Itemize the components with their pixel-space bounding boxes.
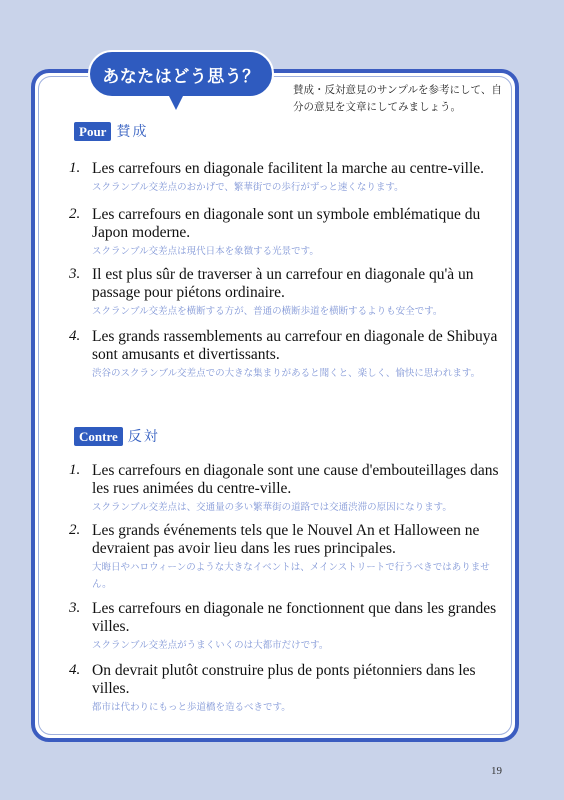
item-japanese: 渋谷のスクランブル交差点での大きな集まりがあると聞くと、楽しく、愉快に思われます。 [92, 368, 481, 379]
contre-item-3 [69, 600, 509, 654]
item-french: Les grands événements tels que le Nouvel An et Halloween ne devraient pas avoir lieu dans les rues principales. [92, 522, 480, 557]
pour-item-3 [69, 266, 509, 320]
contre-item-2 [69, 522, 509, 593]
bubble-title: あなたはどう思う？ [102, 66, 260, 87]
contre-item-1 [69, 462, 509, 516]
speech-bubble-tail [168, 94, 184, 110]
item-japanese: 大晦日やハロウィーンのような大きなイベントは、メインストリートで行うべきではありません。 [92, 562, 490, 590]
item-japanese: スクランブル交差点がうまくいくのは大都市だけです。 [92, 640, 329, 651]
contre-badge: Contre [74, 427, 123, 446]
contre-jp-label: 反対 [127, 429, 160, 445]
section-header-contre [74, 426, 160, 446]
item-number: 1. [69, 160, 81, 176]
item-japanese: スクランブル交差点は、交通量の多い繁華街の道路では交通渋滞の原因になります。 [92, 502, 452, 513]
pour-item-4 [69, 328, 509, 382]
pour-item-1 [69, 160, 509, 196]
pour-item-2 [69, 206, 509, 260]
item-number: 4. [69, 328, 81, 344]
item-french: Les carrefours en diagonale sont une cause d'embouteillages dans les rues animées du centre-ville. [92, 462, 499, 497]
pour-badge: Pour [74, 122, 111, 141]
section-header-pour [74, 121, 148, 141]
item-japanese: 都市は代わりにもっと歩道橋を造るべきです。 [92, 702, 291, 713]
item-french: Les carrefours en diagonale sont un symbole emblématique du Japon moderne. [92, 206, 481, 241]
item-number: 1. [69, 462, 81, 478]
contre-item-4 [69, 662, 509, 716]
item-number: 2. [69, 522, 81, 538]
item-french: Les carrefours en diagonale ne fonctionnent que dans les grandes villes. [92, 600, 497, 635]
item-french: Les grands rassemblements au carrefour en diagonale de Shibuya sont amusants et divertissants. [92, 328, 498, 363]
page-number: 19 [491, 765, 502, 777]
item-french: On devrait plutôt construire plus de ponts piétonniers dans les villes. [92, 662, 476, 697]
item-number: 2. [69, 206, 81, 222]
item-number: 4. [69, 662, 81, 678]
item-french: Les carrefours en diagonale facilitent la marche au centre-ville. [92, 160, 485, 177]
item-number: 3. [69, 266, 81, 282]
item-french: Il est plus sûr de traverser à un carrefour en diagonale qu'à un passage pour piétons ordinaire. [92, 266, 474, 301]
item-japanese: スクランブル交差点を横断する方が、普通の横断歩道を横断するよりも安全です。 [92, 306, 443, 317]
pour-jp-label: 賛成 [116, 124, 149, 140]
speech-bubble [88, 50, 274, 98]
item-japanese: スクランブル交差点は現代日本を象徴する光景です。 [92, 246, 319, 257]
intro-text: 賛成・反対意見のサンプルを参考にして、自分の意見を文章にしてみましょう。 [293, 84, 502, 113]
item-japanese: スクランブル交差点のおかげで、繁華街での歩行がずっと速くなります。 [92, 182, 404, 193]
item-number: 3. [69, 600, 81, 616]
